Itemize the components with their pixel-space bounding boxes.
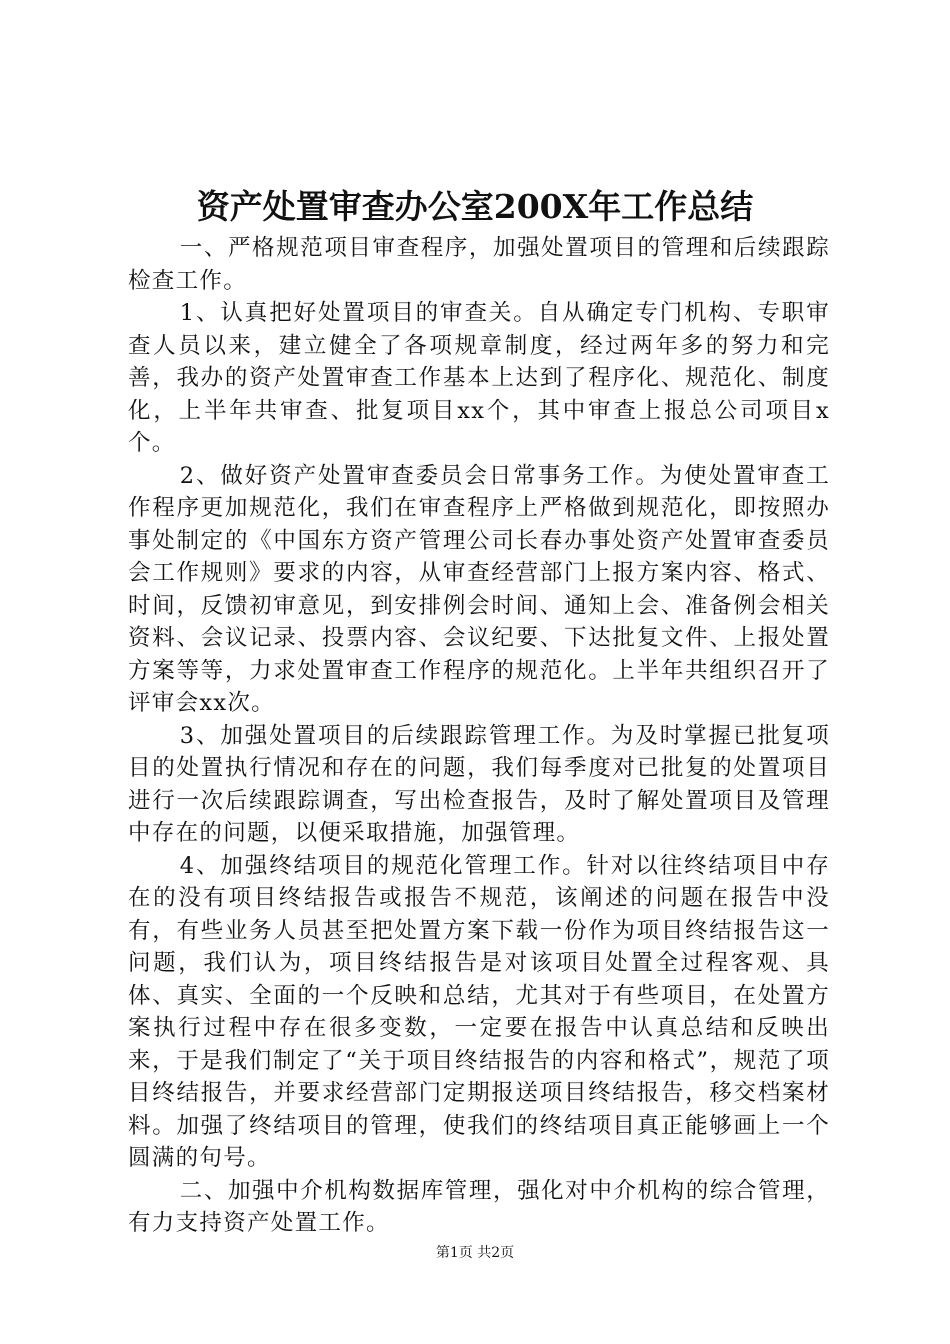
document-title: 资产处置审查办公室200X年工作总结: [196, 187, 754, 226]
document-body: [128, 232, 830, 1240]
paragraph-section-2-heading: 二、加强中介机构数据库管理，强化对中介机构的综合管理，有力支持资产处置工作。: [128, 1177, 830, 1236]
paragraph-item-2: 2、做好资产处置审查委员会日常事务工作。为使处置审查工作程序更加规范化，我们在审查程序上严格做到规范化，即按照办事处制定的《中国东方资产管理公司长春办事处资产处置审查委员会工作规则》要求的内容，从审查经营部门上报方案内容、格式、时间，反馈初审意见，到安排例会时间、通知上会、准备例会相关资料、会议记录、投票内容、会议纪要、下达批复文件、上报处置方案等等，力求处置审查工作程序的规范化。上半年共组织召开了评审会xx次。: [128, 462, 830, 716]
paragraph-item-4: 4、加强终结项目的规范化管理工作。针对以往终结项目中存在的没有项目终结报告或报告不规范，该阐述的问题在报告中没有，有些业务人员甚至把处置方案下载一份作为项目终结报告这一问题，我们认为，项目终结报告是对该项目处置全过程客观、具体、真实、全面的一个反映和总结，尤其对于有些项目，在处置方案执行过程中存在很多变数，一定要在报告中认真总结和反映出来，于是我们制定了“关于项目终结报告的内容和格式”，规范了项目终结报告，并要求经营部门定期报送项目终结报告，移交档案材料。加强了终结项目的管理，使我们的终结项目真正能够画上一个圆满的句号。: [128, 852, 830, 1171]
page-number-footer: 第1页 共2页: [435, 1245, 515, 1261]
paragraph-item-3: 3、加强处置项目的后续跟踪管理工作。为及时掌握已批复项目的处置执行情况和存在的问题，我们每季度对已批复的处置项目进行一次后续跟踪调查，写出检查报告，及时了解处置项目及管理中存在的问题，以便采取措施，加强管理。: [128, 722, 830, 846]
paragraph-section-1-heading: 一、严格规范项目审查程序，加强处置项目的管理和后续跟踪检查工作。: [128, 235, 830, 294]
paragraph-item-1: 1、认真把好处置项目的审查关。自从确定专门机构、专职审查人员以来，建立健全了各项规章制度，经过两年多的努力和完善，我办的资产处置审查工作基本上达到了程序化、规范化、制度化，上半年共审查、批复项目xx个，其中审查上报总公司项目x个。: [128, 300, 830, 456]
